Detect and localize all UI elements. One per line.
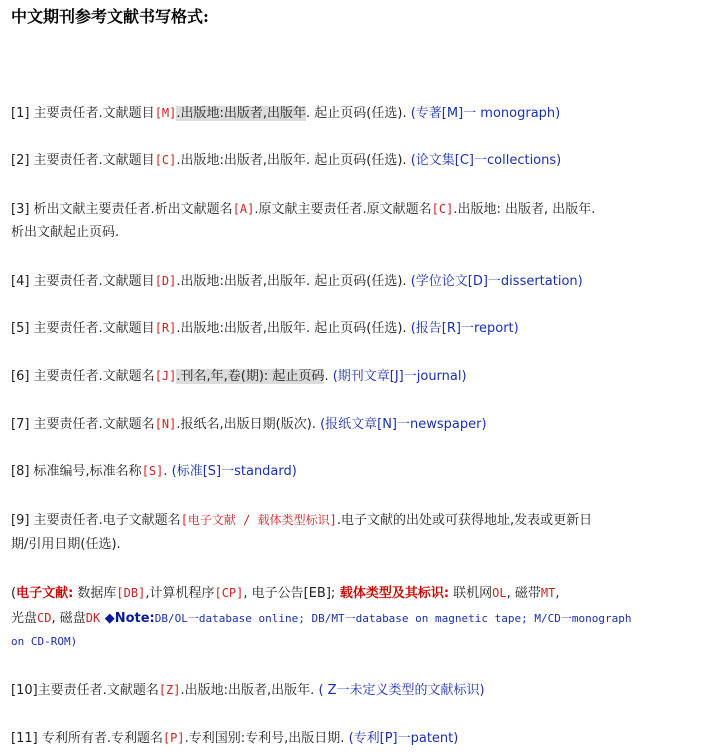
entry-text: .出版地: 出版者, 出版年. [453, 202, 596, 217]
entry-text: 期/引用日期(任选). [11, 537, 121, 552]
type-code: [C] [431, 202, 454, 216]
entry-text: .出版地:出版者,出版年. 起止页码(任选). [176, 153, 411, 168]
legend-text: ,计算机程序 [145, 586, 215, 601]
type-note: (期刊文章[J]一journal) [332, 369, 467, 384]
type-code: OL [492, 586, 507, 600]
type-code: [A] [232, 202, 255, 216]
legend-text: , 磁盘 [51, 611, 86, 626]
note-text: on CD-ROM) [11, 635, 78, 648]
ref-entry-1 [11, 104, 560, 123]
ref-entry-2 [11, 151, 561, 170]
legend-label: 电子文献: [16, 586, 74, 601]
legend-text: , [555, 586, 560, 601]
legend-text: , 电子公告[EB]; [243, 586, 336, 601]
electronic-doc-legend [11, 584, 559, 603]
type-note: (报告[R]一report) [410, 321, 519, 336]
ref-entry-3-cont [11, 224, 119, 242]
entry-text: [5] 主要责任者.文献题目 [11, 321, 155, 336]
entry-text: [4] 主要责任者.文献题目 [11, 274, 155, 289]
ref-entry-3 [11, 200, 595, 219]
entry-text: [10]主要责任者.文献题名 [11, 683, 159, 698]
type-note: ( Z一未定义类型的文献标识) [318, 683, 485, 698]
ref-entry-7 [11, 415, 487, 434]
type-code: [CP] [214, 586, 244, 600]
entry-text: [2] 主要责任者.文献题目 [11, 153, 155, 168]
type-code: [P] [162, 731, 185, 745]
ref-entry-4 [11, 272, 583, 291]
legend-label: 载体类型及其标识: [335, 586, 450, 601]
entry-text: .原文献主要责任者.原文献题名 [254, 202, 432, 217]
type-note: (报纸文章[N]一newspaper) [320, 417, 487, 432]
entry-text: [9] 主要责任者.电子文献题名 [11, 513, 181, 528]
entry-text: . 起止页码(任选). [306, 106, 411, 121]
entry-text: .报纸名,出版日期(版次). [176, 417, 321, 432]
legend-text: 光盘 [11, 611, 38, 626]
type-code: [D] [154, 274, 177, 288]
entry-text: .出版地:出版者,出版年. 起止页码(任选). [176, 321, 411, 336]
highlighted-text: .刊名,年,卷(期): 起止页码 [176, 369, 325, 384]
electronic-doc-legend-3 [11, 633, 77, 651]
ref-entry-6 [11, 367, 467, 386]
ref-entry-9-cont [11, 536, 121, 554]
legend-text: 联机网 [449, 586, 493, 601]
legend-text: 数据库 [73, 586, 117, 601]
type-code: [电子文献 / 载体类型标识] [180, 513, 337, 527]
entry-text: .出版地:出版者,出版年. [180, 683, 319, 698]
entry-text: .出版地:出版者,出版年. 起止页码(任选). [176, 274, 411, 289]
type-code: [M] [154, 106, 177, 120]
entry-text: .专利国别:专利号,出版日期. [184, 731, 349, 746]
ref-entry-9 [11, 511, 592, 530]
electronic-doc-legend-2 [11, 609, 631, 628]
ref-entry-11 [11, 729, 458, 748]
entry-text: [3] 析出文献主要责任者.析出文献题名 [11, 202, 233, 217]
type-code: [N] [154, 417, 177, 431]
ref-entry-5 [11, 319, 519, 338]
type-note: (论文集[C]一collections) [410, 153, 562, 168]
entry-text: . [324, 369, 333, 384]
entry-text: [6] 主要责任者.文献题名 [11, 369, 155, 384]
highlighted-text: .出版地:出版者,出版年 [176, 106, 307, 121]
type-note: (学位论文[D]一dissertation) [410, 274, 583, 289]
entry-text: .电子文献的出处或可获得地址,发表或更新日 [336, 513, 593, 528]
type-note: (标准[S]一standard) [171, 464, 297, 479]
type-code: DK [85, 611, 101, 625]
type-code: [J] [154, 369, 177, 383]
entry-text: . [163, 464, 172, 479]
page-title: 中文期刊参考文献书写格式: [11, 7, 209, 26]
paren: ( [11, 586, 17, 601]
entry-text: 析出文献起止页码. [11, 225, 120, 240]
type-code: CD [37, 611, 52, 625]
entry-text: [7] 主要责任者.文献题名 [11, 417, 155, 432]
type-code: MT [540, 586, 556, 600]
type-code: [C] [154, 153, 177, 167]
type-code: [S] [141, 464, 164, 478]
ref-entry-10 [11, 681, 485, 700]
legend-text: , 磁带 [506, 586, 541, 601]
entry-text: [11] 专利所有者.专利题名 [11, 731, 163, 746]
ref-entry-8 [11, 462, 297, 481]
entry-text: [1] 主要责任者.文献题目 [11, 106, 155, 121]
type-code: [DB] [116, 586, 146, 600]
note-label: ◆Note: [100, 611, 155, 626]
type-code: [R] [154, 321, 177, 335]
type-code: [Z] [158, 683, 181, 697]
entry-text: [8] 标准编号,标准名称 [11, 464, 142, 479]
type-note: (专著[M]一 monograph) [410, 106, 561, 121]
note-text: DB/OL一database online; DB/MT一database on magnetic tape; M/CD一monograph [154, 612, 632, 625]
type-note: (专利[P]一patent) [348, 731, 459, 746]
